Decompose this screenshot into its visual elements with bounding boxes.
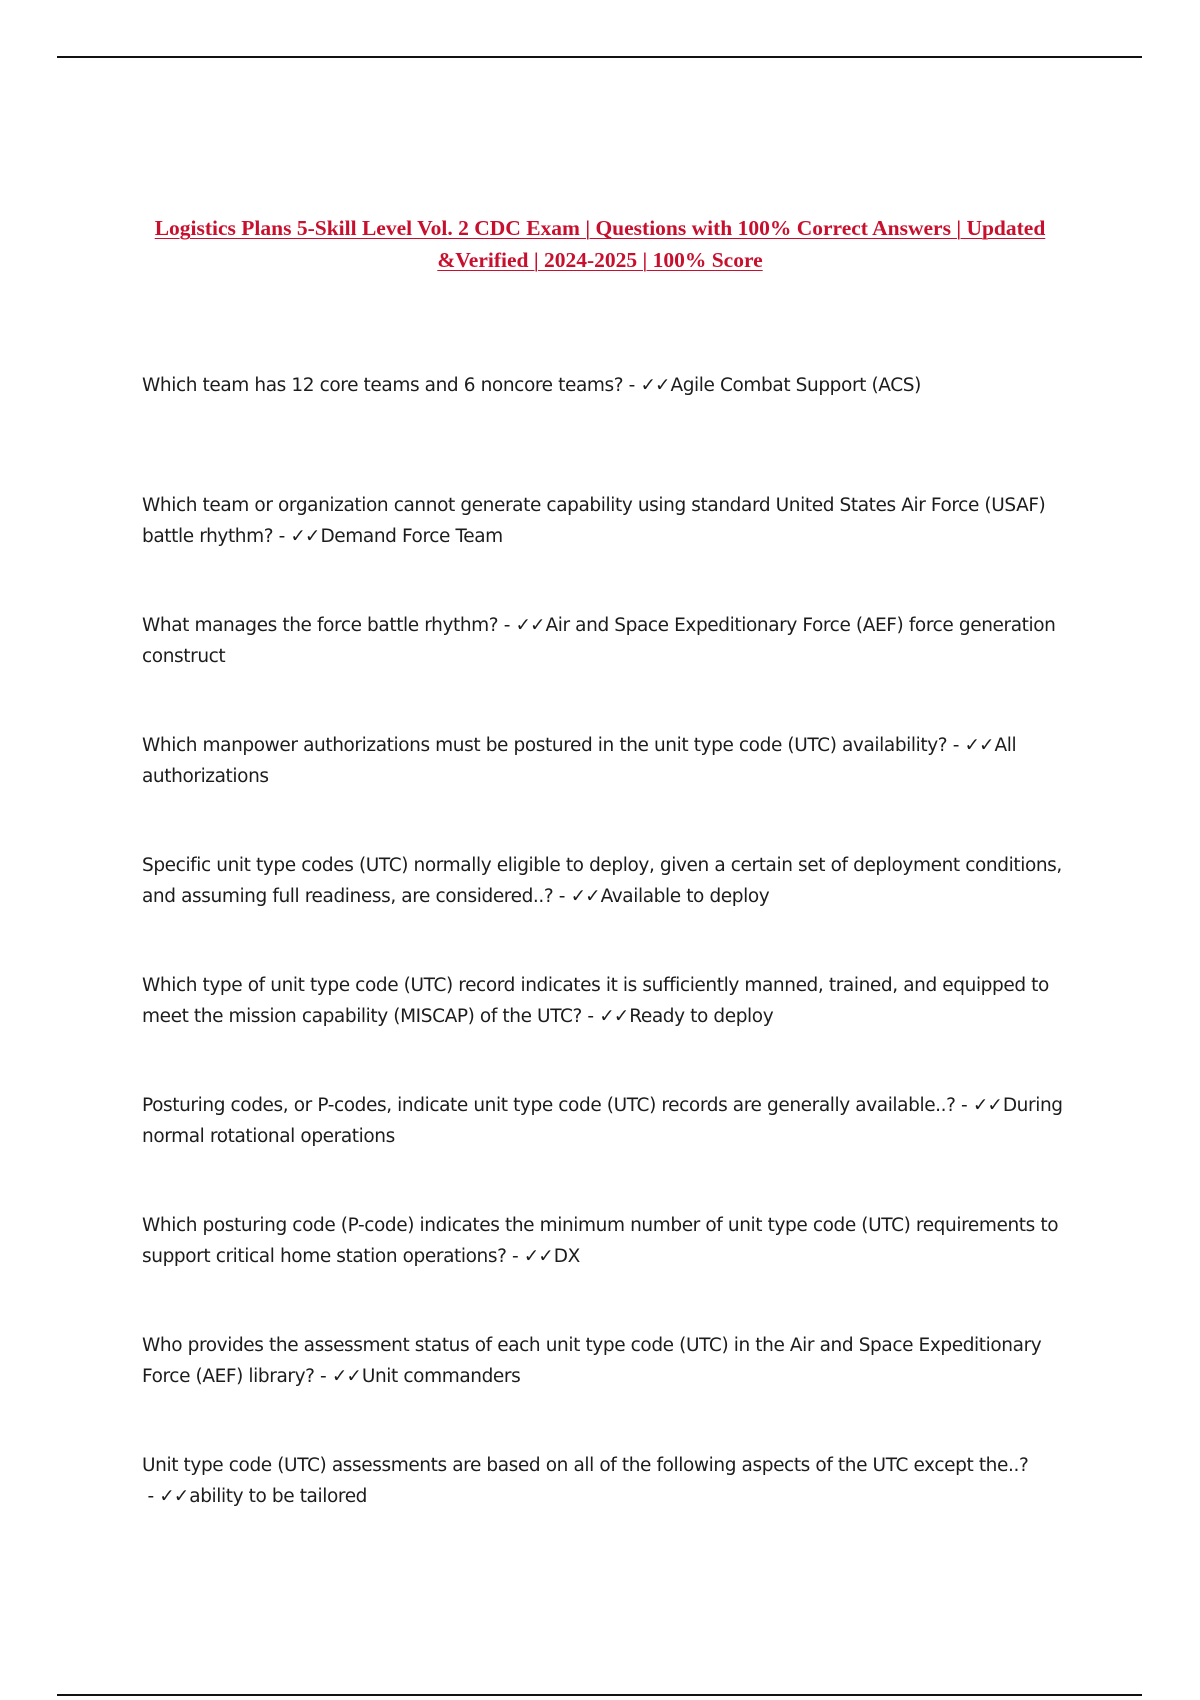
qa-item-5 — [142, 850, 1072, 970]
qa-item-6 — [142, 970, 1072, 1090]
separator: - — [623, 375, 641, 396]
separator: - — [506, 1246, 524, 1267]
separator: - — [498, 615, 516, 636]
question-text: Which manpower authorizations must be postured in the unit type code (UTC) availability? — [142, 735, 948, 756]
double-check-icon: ✓✓ — [523, 1246, 553, 1267]
answer-text: ability to be tailored — [189, 1486, 368, 1507]
qa-item-3 — [142, 610, 1072, 730]
double-check-icon: ✓✓ — [331, 1366, 361, 1387]
qa-item-9 — [142, 1330, 1072, 1450]
bottom-divider — [57, 1694, 1142, 1696]
answer-text: Demand Force Team — [320, 526, 503, 547]
double-check-icon: ✓✓ — [159, 1486, 189, 1507]
question-text: Which team has 12 core teams and 6 noncore teams? — [142, 375, 624, 396]
answer-text: Air and Space Expeditionary Force (AEF) force generation construct — [142, 615, 1056, 667]
question-text: Which type of unit type code (UTC) record indicates it is sufficiently manned, trained, and equipped to meet the mission capability (MISCAP) of the UTC? — [142, 975, 1049, 1027]
double-check-icon: ✓✓ — [972, 1095, 1002, 1116]
double-check-icon: ✓✓ — [599, 1006, 629, 1027]
question-text: Unit type code (UTC) assessments are based on all of the following aspects of the UTC except the..? — [142, 1455, 1029, 1476]
question-text: What manages the force battle rhythm? — [142, 615, 499, 636]
separator: - — [955, 1095, 973, 1116]
separator: - — [947, 735, 965, 756]
question-text: Which posturing code (P-code) indicates the minimum number of unit type code (UTC) requirements to support critical home station operations? — [142, 1215, 1059, 1267]
qa-list — [142, 370, 1072, 1570]
double-check-icon: ✓✓ — [290, 526, 320, 547]
qa-item-7 — [142, 1090, 1072, 1210]
question-text: Who provides the assessment status of each unit type code (UTC) in the Air and Space Expeditionary Force (AEF) library? — [142, 1335, 1042, 1387]
double-check-icon: ✓✓ — [640, 375, 670, 396]
double-check-icon: ✓✓ — [964, 735, 994, 756]
answer-text: DX — [553, 1246, 580, 1267]
answer-text: During normal rotational operations — [142, 1095, 1063, 1147]
double-check-icon: ✓✓ — [515, 615, 545, 636]
document-title: Logistics Plans 5-Skill Level Vol. 2 CDC Exam | Questions with 100% Correct Answers | Updated &Verified | 2024-2025 | 100% Score — [154, 216, 1046, 272]
separator: - — [273, 526, 291, 547]
answer-text: Available to deploy — [600, 886, 770, 907]
qa-item-2 — [142, 490, 1072, 610]
qa-item-1 — [142, 370, 1072, 490]
separator: - — [142, 1486, 160, 1507]
answer-text: All authorizations — [142, 735, 1017, 787]
answer-text: Ready to deploy — [629, 1006, 774, 1027]
answer-text: Unit commanders — [361, 1366, 521, 1387]
qa-item-4 — [142, 730, 1072, 850]
question-text: Posturing codes, or P-codes, indicate unit type code (UTC) records are generally available..? — [142, 1095, 956, 1116]
separator: - — [581, 1006, 600, 1027]
separator: - — [314, 1366, 332, 1387]
separator: - — [553, 886, 571, 907]
answer-text: Agile Combat Support (ACS) — [670, 375, 921, 396]
question-text: Which team or organization cannot generate capability using standard United States Air Force (USAF) battle rhythm? — [142, 495, 1046, 547]
question-text: Specific unit type codes (UTC) normally eligible to deploy, given a certain set of deployment conditions, and assuming full readiness, are considered..? — [142, 855, 1062, 907]
qa-item-10 — [142, 1450, 1072, 1570]
top-divider — [57, 56, 1142, 58]
qa-item-8 — [142, 1210, 1072, 1330]
double-check-icon: ✓✓ — [570, 886, 600, 907]
